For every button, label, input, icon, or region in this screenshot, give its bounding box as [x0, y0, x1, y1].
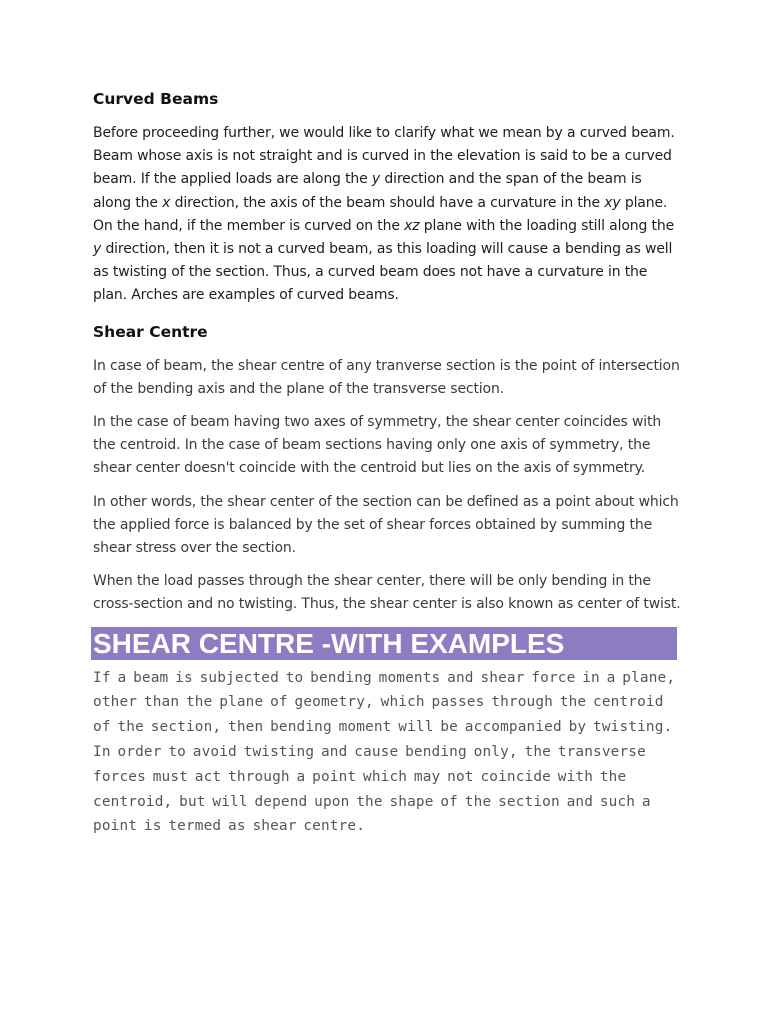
curved-beams-paragraph: Before proceeding further, we would like to clarify what we mean by a curved beam. Beam whose axis is not straight and is curved in the elevation is said to be a curved beam. If the applied loads are along the y direction and the span of the beam is along the x direction, the axis of the beam should have a curvature in the xy plane. On the hand, if the member is curved on the xz plane with the loading still along the y direction, then it is not a curved beam, as this loading will cause a bending as well as twisting of the section. Thus, a curved beam does not have a curvature in the plan. Arches are examples of curved beams. [93, 125, 675, 304]
shear-centre-paragraph-1: In case of beam, the shear centre of any tranverse section is the point of intersection of the bending axis and the plane of the transverse section. [93, 357, 680, 397]
shear-centre-paragraph-3: In other words, the shear center of the section can be defined as a point about which the applied force is balanced by the set of shear forces obtained by summing the shear stress over the section. [93, 493, 679, 557]
shear-centre-heading: Shear Centre [93, 322, 208, 341]
shear-centre-paragraph-4: When the load passes through the shear center, there will be only bending in the cross-section and no twisting. Thus, the shear center is also known as center of twist. [93, 573, 681, 613]
examples-paragraph: If a beam is subjected to bending moments and shear force in a plane, other than the plane of geometry, which passes through the centroid of the section, then bending moment will be accompanied by twisting. In order to avoid twisting and cause bending only, the transverse forces must act through a point which may not coincide with the centroid, but will depend upon the shape of the section and such a point is termed as shear centre. [93, 669, 676, 835]
examples-banner: SHEAR CENTRE -WITH EXAMPLES [91, 627, 677, 660]
shear-centre-paragraph-2: In the case of beam having two axes of symmetry, the shear center coincides with the centroid. In the case of beam sections having only one axis of symmetry, the shear center doesn't coincide with the centroid but lies on the axis of symmetry. [93, 414, 662, 477]
curved-beams-heading: Curved Beams [93, 90, 219, 108]
document-content [93, 88, 683, 839]
